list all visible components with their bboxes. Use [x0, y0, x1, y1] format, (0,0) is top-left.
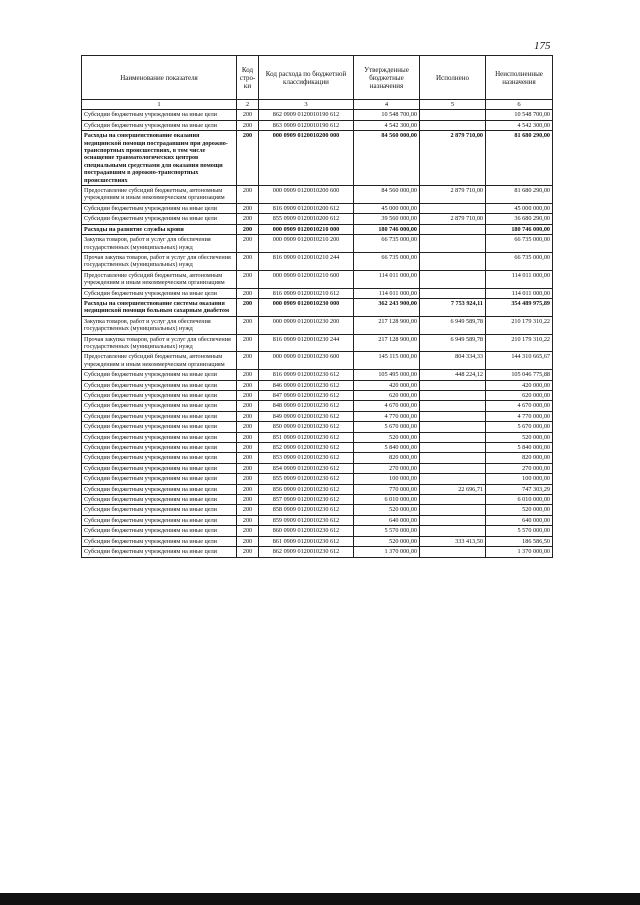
table-row: [82, 505, 553, 515]
row-approved: 5 840 000,00: [354, 443, 420, 453]
table-row: [82, 432, 553, 442]
row-name: Субсидии бюджетным учреждениям на иные цели: [82, 411, 237, 421]
row-expense-code: 816 0909 0120010200 612: [259, 203, 354, 213]
column-number: 2: [237, 100, 259, 110]
row-approved: 114 011 000,00: [354, 270, 420, 288]
table-row: [82, 495, 553, 505]
row-approved: 180 746 000,00: [354, 224, 420, 234]
header-line-code: Код стро-ки: [237, 56, 259, 100]
row-name: Расходы на развитие службы крови: [82, 224, 237, 234]
row-remaining: 5 840 000,00: [486, 443, 553, 453]
row-expense-code: 850 0909 0120010230 612: [259, 422, 354, 432]
row-remaining: 520 000,00: [486, 432, 553, 442]
row-remaining: 180 746 000,00: [486, 224, 553, 234]
table-row: [82, 235, 553, 253]
row-remaining: 210 179 310,22: [486, 316, 553, 334]
table-row: [82, 298, 553, 316]
row-expense-code: 861 0909 0120010230 612: [259, 536, 354, 546]
row-approved: 362 243 900,00: [354, 298, 420, 316]
row-approved: 66 735 000,00: [354, 235, 420, 253]
row-expense-code: 816 0909 0120010230 244: [259, 334, 354, 352]
row-executed: [420, 432, 486, 442]
row-approved: 45 000 000,00: [354, 203, 420, 213]
row-expense-code: 854 0909 0120010230 612: [259, 463, 354, 473]
row-executed: 7 753 924,11: [420, 298, 486, 316]
row-executed: [420, 505, 486, 515]
row-expense-code: 000 0909 0120010230 200: [259, 316, 354, 334]
row-expense-code: 000 0909 0120010230 600: [259, 352, 354, 370]
row-expense-code: 863 0909 0120010190 612: [259, 120, 354, 130]
row-name: Субсидии бюджетным учреждениям на иные цели: [82, 484, 237, 494]
row-remaining: 66 735 000,00: [486, 235, 553, 253]
table-row: [82, 547, 553, 557]
row-name: Прочая закупка товаров, работ и услуг для обеспечения государственных (муниципальных) нужд: [82, 334, 237, 352]
row-line-code: 200: [237, 370, 259, 380]
row-line-code: 200: [237, 298, 259, 316]
row-expense-code: 855 0909 0120010230 612: [259, 474, 354, 484]
row-name: Субсидии бюджетным учреждениям на иные цели: [82, 526, 237, 536]
row-remaining: 66 735 000,00: [486, 252, 553, 270]
row-line-code: 200: [237, 536, 259, 546]
row-line-code: 200: [237, 270, 259, 288]
row-remaining: 4 770 000,00: [486, 411, 553, 421]
row-approved: 5 670 000,00: [354, 422, 420, 432]
page-number: 175: [534, 40, 551, 52]
row-name: Субсидии бюджетным учреждениям на иные цели: [82, 391, 237, 401]
table-row: [82, 411, 553, 421]
row-expense-code: 853 0909 0120010230 612: [259, 453, 354, 463]
row-executed: [420, 380, 486, 390]
row-executed: 2 879 710,00: [420, 131, 486, 186]
row-executed: 448 224,12: [420, 370, 486, 380]
row-line-code: 200: [237, 120, 259, 130]
header-row: [82, 56, 553, 100]
table-row: [82, 214, 553, 224]
row-line-code: 200: [237, 110, 259, 120]
row-executed: 333 413,50: [420, 536, 486, 546]
row-name: Субсидии бюджетным учреждениям на иные цели: [82, 515, 237, 525]
table-row: [82, 401, 553, 411]
row-name: Прочая закупка товаров, работ и услуг для обеспечения государственных (муниципальных) нужд: [82, 252, 237, 270]
row-remaining: 1 370 000,00: [486, 547, 553, 557]
row-expense-code: 859 0909 0120010230 612: [259, 515, 354, 525]
row-executed: [420, 422, 486, 432]
row-line-code: 200: [237, 252, 259, 270]
row-name: Субсидии бюджетным учреждениям на иные цели: [82, 505, 237, 515]
row-approved: 100 000,00: [354, 474, 420, 484]
row-approved: 520 000,00: [354, 536, 420, 546]
column-number: 3: [259, 100, 354, 110]
row-line-code: 200: [237, 474, 259, 484]
row-executed: [420, 401, 486, 411]
table-row: [82, 422, 553, 432]
row-expense-code: 816 0909 0120010230 612: [259, 370, 354, 380]
header-executed: Исполнено: [420, 56, 486, 100]
row-approved: 66 735 000,00: [354, 252, 420, 270]
row-expense-code: 862 0909 0120010230 612: [259, 547, 354, 557]
row-remaining: 620 000,00: [486, 391, 553, 401]
row-name: Субсидии бюджетным учреждениям на иные цели: [82, 443, 237, 453]
row-name: Субсидии бюджетным учреждениям на иные цели: [82, 432, 237, 442]
row-executed: 6 949 589,78: [420, 316, 486, 334]
header-name: Наименование показателя: [82, 56, 237, 100]
column-number: 4: [354, 100, 420, 110]
row-line-code: 200: [237, 380, 259, 390]
table-row: [82, 110, 553, 120]
row-name: Субсидии бюджетным учреждениям на иные цели: [82, 474, 237, 484]
row-line-code: 200: [237, 422, 259, 432]
table-row: [82, 120, 553, 130]
row-line-code: 200: [237, 203, 259, 213]
row-approved: 4 542 300,00: [354, 120, 420, 130]
row-name: Субсидии бюджетным учреждениям на иные цели: [82, 536, 237, 546]
row-remaining: 186 586,50: [486, 536, 553, 546]
table-row: [82, 352, 553, 370]
row-name: Предоставление субсидий бюджетным, автономным учреждениям и иным некоммерческим организациям: [82, 186, 237, 204]
row-line-code: 200: [237, 352, 259, 370]
row-name: Закупка товаров, работ и услуг для обеспечения государственных (муниципальных) нужд: [82, 235, 237, 253]
row-name: Субсидии бюджетным учреждениям на иные цели: [82, 547, 237, 557]
row-line-code: 200: [237, 484, 259, 494]
row-expense-code: 848 0909 0120010230 612: [259, 401, 354, 411]
row-expense-code: 862 0909 0120010190 612: [259, 110, 354, 120]
row-remaining: 210 179 310,22: [486, 334, 553, 352]
row-expense-code: 851 0909 0120010230 612: [259, 432, 354, 442]
row-approved: 1 370 000,00: [354, 547, 420, 557]
row-approved: 105 495 000,00: [354, 370, 420, 380]
table-row: [82, 186, 553, 204]
row-approved: 5 570 000,00: [354, 526, 420, 536]
row-name: Закупка товаров, работ и услуг для обеспечения государственных (муниципальных) нужд: [82, 316, 237, 334]
row-line-code: 200: [237, 495, 259, 505]
row-remaining: 747 303,29: [486, 484, 553, 494]
row-name: Расходы на совершенствование оказания медицинской помощи пострадавшим при дорожно-транспортных происшествиях, в том числе оснащение травматологических центров специальными средствами для оказания помощи пострадавшим в дорожно-транспортных происшествиях: [82, 131, 237, 186]
row-line-code: 200: [237, 235, 259, 253]
table-row: [82, 288, 553, 298]
row-remaining: 820 000,00: [486, 453, 553, 463]
row-remaining: 270 000,00: [486, 463, 553, 473]
row-name: Субсидии бюджетным учреждениям на иные цели: [82, 401, 237, 411]
row-expense-code: 857 0909 0120010230 612: [259, 495, 354, 505]
row-name: Субсидии бюджетным учреждениям на иные цели: [82, 370, 237, 380]
row-executed: [420, 120, 486, 130]
row-remaining: 4 670 000,00: [486, 401, 553, 411]
row-approved: 640 000,00: [354, 515, 420, 525]
table-row: [82, 270, 553, 288]
table-row: [82, 252, 553, 270]
row-expense-code: 000 0909 0120010210 200: [259, 235, 354, 253]
row-line-code: 200: [237, 334, 259, 352]
row-remaining: 100 000,00: [486, 474, 553, 484]
row-expense-code: 000 0909 0120010200 000: [259, 131, 354, 186]
table-row: [82, 391, 553, 401]
row-remaining: 420 000,00: [486, 380, 553, 390]
row-name: Субсидии бюджетным учреждениям на иные цели: [82, 214, 237, 224]
row-line-code: 200: [237, 505, 259, 515]
row-name: Субсидии бюджетным учреждениям на иные цели: [82, 495, 237, 505]
row-remaining: 10 548 700,00: [486, 110, 553, 120]
row-executed: [420, 526, 486, 536]
row-executed: 6 949 589,78: [420, 334, 486, 352]
row-expense-code: 000 0909 0120010210 000: [259, 224, 354, 234]
row-executed: 2 879 710,00: [420, 186, 486, 204]
row-executed: [420, 203, 486, 213]
row-name: Субсидии бюджетным учреждениям на иные цели: [82, 453, 237, 463]
row-line-code: 200: [237, 391, 259, 401]
row-executed: [420, 443, 486, 453]
table-row: [82, 334, 553, 352]
row-executed: 22 696,71: [420, 484, 486, 494]
row-remaining: 4 542 300,00: [486, 120, 553, 130]
row-executed: [420, 252, 486, 270]
row-remaining: 5 570 000,00: [486, 526, 553, 536]
header-expense-code: Код расхода по бюджетной классификации: [259, 56, 354, 100]
row-executed: [420, 235, 486, 253]
row-line-code: 200: [237, 515, 259, 525]
row-executed: 804 334,33: [420, 352, 486, 370]
row-executed: [420, 453, 486, 463]
row-remaining: 81 680 290,00: [486, 131, 553, 186]
row-approved: 6 010 000,00: [354, 495, 420, 505]
row-remaining: 520 000,00: [486, 505, 553, 515]
row-approved: 84 560 000,00: [354, 186, 420, 204]
row-approved: 145 115 000,00: [354, 352, 420, 370]
row-name: Субсидии бюджетным учреждениям на иные цели: [82, 288, 237, 298]
row-expense-code: 000 0909 0120010200 600: [259, 186, 354, 204]
table-row: [82, 474, 553, 484]
row-line-code: 200: [237, 463, 259, 473]
header-remaining: Неисполненные назначения: [486, 56, 553, 100]
row-line-code: 200: [237, 288, 259, 298]
table-row: [82, 536, 553, 546]
row-approved: 420 000,00: [354, 380, 420, 390]
row-remaining: 354 489 975,89: [486, 298, 553, 316]
row-approved: 520 000,00: [354, 505, 420, 515]
row-executed: [420, 224, 486, 234]
row-remaining: 114 011 000,00: [486, 288, 553, 298]
row-approved: 770 000,00: [354, 484, 420, 494]
row-expense-code: 000 0909 0120010230 000: [259, 298, 354, 316]
row-approved: 4 670 000,00: [354, 401, 420, 411]
column-number: 5: [420, 100, 486, 110]
row-executed: [420, 288, 486, 298]
row-expense-code: 816 0909 0120010210 612: [259, 288, 354, 298]
row-approved: 620 000,00: [354, 391, 420, 401]
row-expense-code: 816 0909 0120010210 244: [259, 252, 354, 270]
row-line-code: 200: [237, 526, 259, 536]
row-remaining: 5 670 000,00: [486, 422, 553, 432]
row-approved: 39 560 000,00: [354, 214, 420, 224]
table-row: [82, 484, 553, 494]
row-line-code: 200: [237, 224, 259, 234]
row-remaining: 36 680 290,00: [486, 214, 553, 224]
row-executed: [420, 547, 486, 557]
row-remaining: 144 310 665,67: [486, 352, 553, 370]
row-line-code: 200: [237, 131, 259, 186]
row-name: Субсидии бюджетным учреждениям на иные цели: [82, 110, 237, 120]
column-number: 6: [486, 100, 553, 110]
row-expense-code: 858 0909 0120010230 612: [259, 505, 354, 515]
table-row: [82, 370, 553, 380]
row-approved: 270 000,00: [354, 463, 420, 473]
row-executed: [420, 515, 486, 525]
row-executed: [420, 270, 486, 288]
row-expense-code: 000 0909 0120010210 600: [259, 270, 354, 288]
row-approved: 217 128 900,00: [354, 334, 420, 352]
row-name: Субсидии бюджетным учреждениям на иные цели: [82, 463, 237, 473]
table-row: [82, 131, 553, 186]
column-number-row: [82, 100, 553, 110]
row-expense-code: 852 0909 0120010230 612: [259, 443, 354, 453]
row-name: Расходы на совершенствование системы оказания медицинской помощи больным сахарным диабетом: [82, 298, 237, 316]
row-line-code: 200: [237, 316, 259, 334]
row-expense-code: 860 0909 0120010230 612: [259, 526, 354, 536]
table-row: [82, 453, 553, 463]
row-line-code: 200: [237, 411, 259, 421]
budget-execution-table: [81, 55, 553, 558]
row-executed: [420, 411, 486, 421]
row-expense-code: 846 0909 0120010230 612: [259, 380, 354, 390]
row-line-code: 200: [237, 547, 259, 557]
row-executed: [420, 474, 486, 484]
column-number: 1: [82, 100, 237, 110]
table-row: [82, 526, 553, 536]
scan-bottom-edge: [0, 893, 640, 905]
row-approved: 520 000,00: [354, 432, 420, 442]
row-approved: 4 770 000,00: [354, 411, 420, 421]
row-approved: 84 560 000,00: [354, 131, 420, 186]
table-row: [82, 515, 553, 525]
row-line-code: 200: [237, 214, 259, 224]
header-approved: Утвержденные бюджетные назначения: [354, 56, 420, 100]
row-approved: 114 011 000,00: [354, 288, 420, 298]
row-remaining: 81 680 290,00: [486, 186, 553, 204]
row-name: Субсидии бюджетным учреждениям на иные цели: [82, 380, 237, 390]
row-remaining: 105 046 775,88: [486, 370, 553, 380]
row-executed: [420, 495, 486, 505]
table-row: [82, 443, 553, 453]
row-name: Субсидии бюджетным учреждениям на иные цели: [82, 203, 237, 213]
row-approved: 10 548 700,00: [354, 110, 420, 120]
row-name: Субсидии бюджетным учреждениям на иные цели: [82, 120, 237, 130]
row-approved: 217 128 900,00: [354, 316, 420, 334]
table-body: [82, 110, 553, 557]
table-row: [82, 380, 553, 390]
row-executed: 2 879 710,00: [420, 214, 486, 224]
row-expense-code: 856 0909 0120010230 612: [259, 484, 354, 494]
row-line-code: 200: [237, 432, 259, 442]
table-row: [82, 203, 553, 213]
row-expense-code: 847 0909 0120010230 612: [259, 391, 354, 401]
table-row: [82, 224, 553, 234]
row-remaining: 6 010 000,00: [486, 495, 553, 505]
table-row: [82, 316, 553, 334]
row-expense-code: 849 0909 0120010230 612: [259, 411, 354, 421]
row-name: Предоставление субсидий бюджетным, автономным учреждениям и иным некоммерческим организациям: [82, 352, 237, 370]
row-approved: 820 000,00: [354, 453, 420, 463]
row-remaining: 640 000,00: [486, 515, 553, 525]
row-expense-code: 855 0909 0120010200 612: [259, 214, 354, 224]
row-line-code: 200: [237, 401, 259, 411]
row-name: Субсидии бюджетным учреждениям на иные цели: [82, 422, 237, 432]
row-executed: [420, 110, 486, 120]
row-line-code: 200: [237, 186, 259, 204]
row-remaining: 45 000 000,00: [486, 203, 553, 213]
table-row: [82, 463, 553, 473]
row-executed: [420, 391, 486, 401]
row-line-code: 200: [237, 453, 259, 463]
row-name: Предоставление субсидий бюджетным, автономным учреждениям и иным некоммерческим организациям: [82, 270, 237, 288]
row-remaining: 114 011 000,00: [486, 270, 553, 288]
row-executed: [420, 463, 486, 473]
row-line-code: 200: [237, 443, 259, 453]
